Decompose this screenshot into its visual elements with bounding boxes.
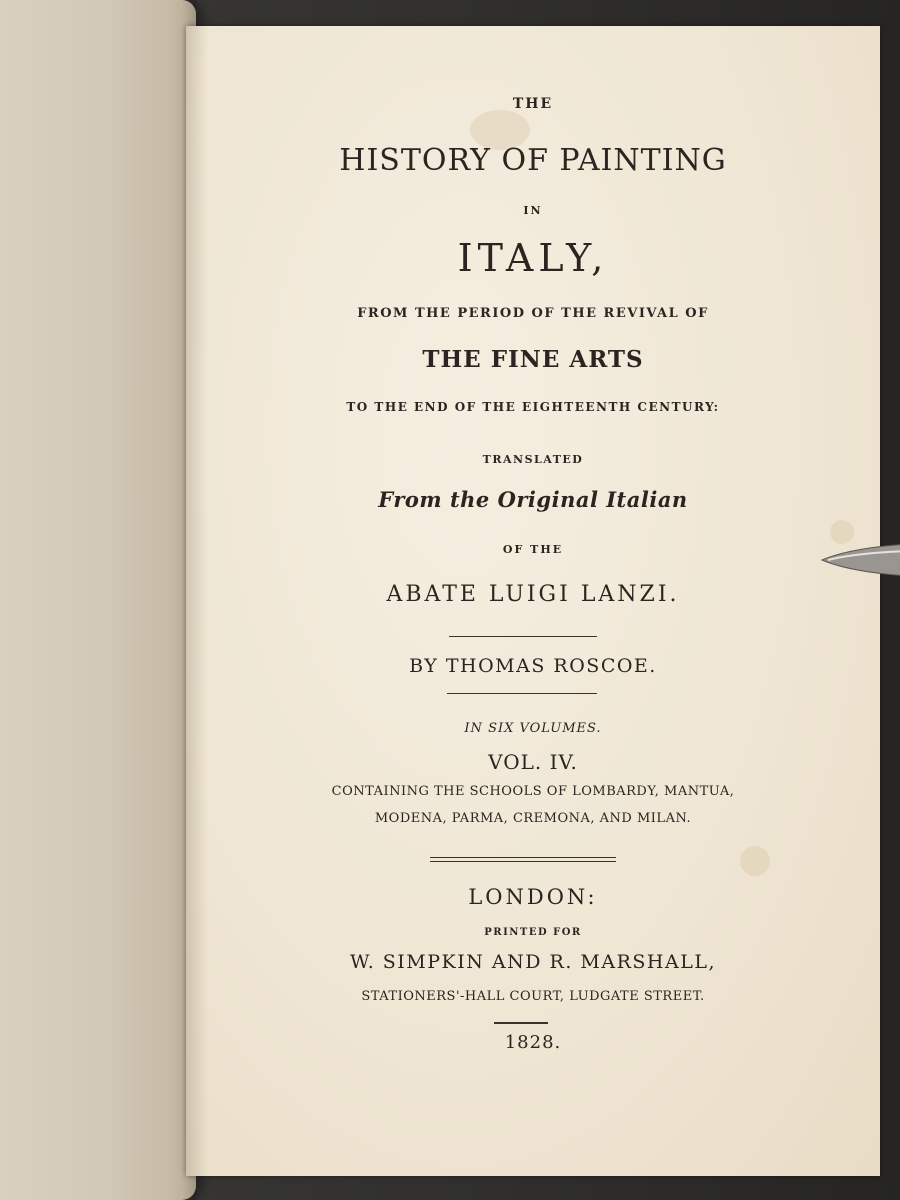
- volume-number: VOL. IV.: [488, 750, 578, 774]
- label-translated: TRANSLATED: [482, 453, 584, 466]
- subtitle-to-end: TO THE END OF THE EIGHTEENTH CENTURY:: [346, 400, 720, 414]
- label-from-original-italian: From the Original Italian: [378, 487, 688, 512]
- divider-rule: [449, 636, 597, 637]
- volumes-note: IN SIX VOLUMES.: [464, 721, 602, 736]
- foxing-spot: [740, 846, 770, 876]
- left-page-leaf: [0, 0, 196, 1200]
- divider-rule: [447, 693, 597, 694]
- subtitle-fine-arts: THE FINE ARTS: [422, 346, 644, 373]
- contents-line-1: CONTAINING THE SCHOOLS OF LOMBARDY, MANTUA,: [331, 784, 735, 799]
- title-the: THE: [512, 96, 554, 112]
- imprint-year: 1828.: [504, 1032, 562, 1053]
- imprint-address: STATIONERS'-HALL COURT, LUDGATE STREET.: [361, 989, 705, 1004]
- imprint-publisher: W. SIMPKIN AND R. MARSHALL,: [350, 951, 716, 973]
- author-name: ABATE LUIGI LANZI.: [386, 582, 680, 607]
- label-of-the: OF THE: [502, 543, 564, 556]
- subtitle-from-period: FROM THE PERIOD OF THE REVIVAL OF: [357, 306, 709, 321]
- year-rule: [494, 1022, 548, 1024]
- title-in: IN: [523, 204, 543, 217]
- double-rule-bottom: [430, 861, 616, 862]
- imprint-printed-for: PRINTED FOR: [484, 927, 582, 938]
- imprint-city: LONDON:: [468, 885, 598, 909]
- contents-line-2: MODENA, PARMA, CREMONA, AND MILAN.: [374, 811, 692, 826]
- title-italy: ITALY,: [457, 236, 609, 280]
- translator-line: BY THOMAS ROSCOE.: [409, 655, 657, 677]
- double-rule-top: [430, 857, 616, 858]
- title-history-of-painting: HISTORY OF PAINTING: [339, 143, 727, 178]
